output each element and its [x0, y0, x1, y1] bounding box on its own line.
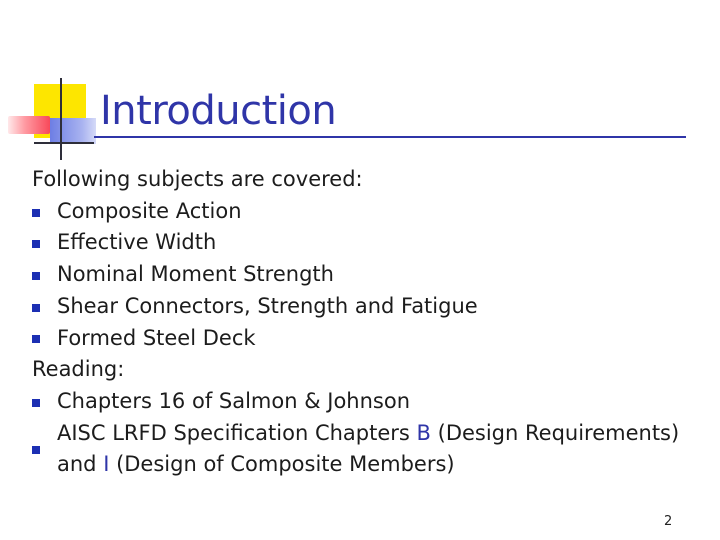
reading-item-prefix: AISC LRFD Specification Chapters — [57, 420, 417, 445]
list-item — [32, 196, 702, 228]
logo-vertical-line — [60, 78, 62, 160]
reading-item-text — [57, 418, 702, 481]
subject-item-text: Effective Width — [57, 230, 217, 255]
chapter-i-label: I — [103, 452, 110, 477]
square-bullet-icon — [32, 446, 40, 454]
list-item — [32, 418, 702, 481]
reading-item-suffix: (Design of Composite Members) — [109, 452, 455, 477]
slide-content — [32, 164, 702, 481]
reading-item-middle: (Design Requirements) and — [57, 420, 680, 477]
page-number: 2 — [664, 514, 673, 529]
subject-item-text: Composite Action — [57, 198, 242, 223]
reading-item-text: Chapters 16 of Salmon & Johnson — [57, 388, 411, 413]
square-bullet-icon — [32, 240, 40, 248]
reading-heading: Reading: — [32, 357, 125, 382]
logo-blue-bar — [50, 118, 96, 144]
list-item — [32, 323, 702, 355]
square-bullet-icon — [32, 272, 40, 280]
list-item — [32, 386, 702, 418]
list-item — [32, 291, 702, 323]
decorative-logo-icon — [0, 70, 100, 170]
subject-item-text: Nominal Moment Strength — [57, 262, 334, 287]
logo-red-bar — [8, 116, 50, 134]
slide-title: Introduction — [100, 88, 337, 134]
logo-horizontal-line — [34, 142, 94, 144]
square-bullet-icon — [32, 399, 40, 407]
chapter-b-label: B — [416, 420, 431, 445]
square-bullet-icon — [32, 209, 40, 217]
square-bullet-icon — [32, 304, 40, 312]
list-item — [32, 227, 702, 259]
title-underline — [94, 136, 686, 138]
subject-item-text: Shear Connectors, Strength and Fatigue — [57, 293, 478, 318]
subject-item-text: Formed Steel Deck — [57, 325, 256, 350]
subjects-heading: Following subjects are covered: — [32, 167, 363, 191]
list-item — [32, 259, 702, 291]
square-bullet-icon — [32, 335, 40, 343]
